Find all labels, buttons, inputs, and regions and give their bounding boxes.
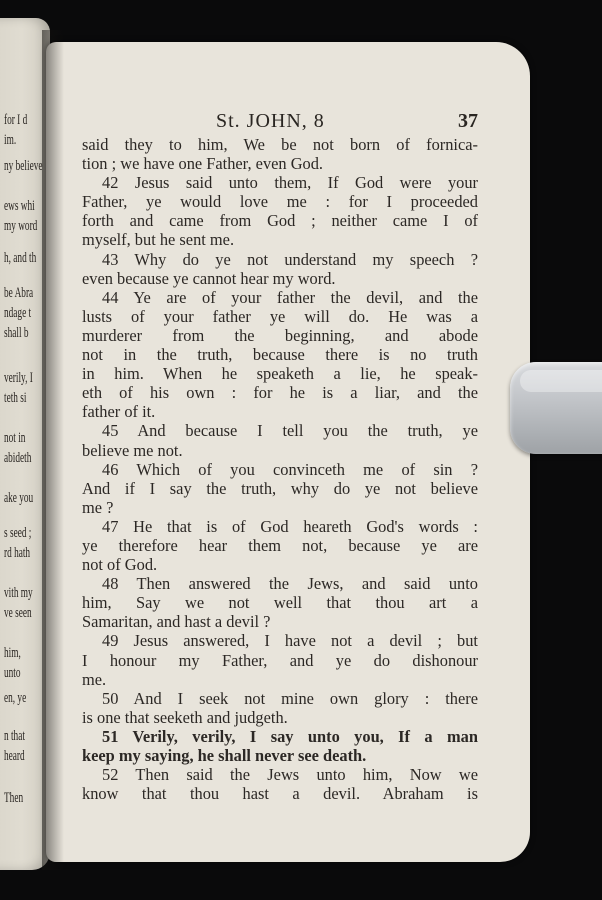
page-number: 37: [458, 110, 478, 132]
text-line: in him. When he speaketh a lie, he speak-: [82, 364, 478, 384]
text-line: me.: [82, 669, 107, 689]
page-clip-highlight: [520, 370, 602, 392]
left-page-fragment: s seed ;: [4, 525, 32, 541]
text-line: believe me not.: [82, 440, 183, 460]
text-line: is one that seeketh and judgeth.: [82, 707, 288, 727]
left-page-fragment: not in: [4, 430, 26, 446]
text-line: 43 Why do ye not understand my speech ?: [102, 249, 478, 269]
left-page-fragment: rd hath: [4, 545, 31, 561]
chapter-heading: St. JOHN, 8: [216, 110, 325, 132]
text-line: 52 Then said the Jews unto him, Now we: [102, 765, 478, 785]
left-page-fragment: en, ye: [4, 690, 27, 706]
text-line: ye therefore hear them not, because ye are: [82, 535, 478, 555]
text-line: 45 And because I tell you the truth, ye: [102, 421, 478, 441]
left-page-fragment: ny believe: [4, 158, 43, 174]
left-page-fragment: n that: [4, 728, 25, 744]
left-page-fragment: for I d: [4, 112, 28, 128]
text-line: forth and came from God ; neither came I of: [82, 211, 478, 231]
text-line: 44 Ye are of your father the devil, and the: [102, 287, 478, 307]
left-page-fragment: verily, I: [4, 370, 33, 386]
left-page-fragment: im.: [4, 132, 17, 148]
left-page-fragment: my word: [4, 218, 38, 234]
left-page-fragment: ndage t: [4, 305, 32, 321]
text-line: 49 Jesus answered, I have not a devil ; but: [102, 631, 478, 651]
text-line: And if I say the truth, why do ye not believe: [82, 478, 478, 498]
text-line: 47 He that is of God heareth God's words :: [102, 516, 478, 536]
left-page-fragment: h, and th: [4, 250, 37, 266]
text-line: eth of his own : for he is a liar, and the: [82, 383, 478, 403]
left-page-fragment: heard: [4, 748, 25, 764]
left-page-fragment: ews whi: [4, 198, 35, 214]
text-line: me ?: [82, 497, 114, 517]
left-page-fragment: teth si: [4, 390, 27, 406]
text-line: Father, ye would love me : for I proceeded: [82, 192, 478, 212]
text-line: keep my saying, he shall never see death.: [82, 746, 367, 765]
text-line: 48 Then answered the Jews, and said unto: [102, 574, 478, 594]
text-line: 46 Which of you convinceth me of sin ?: [102, 459, 478, 479]
left-page-fragment: abideth: [4, 450, 32, 466]
text-line: him, Say we not well that thou art a: [82, 593, 478, 613]
left-page-fragment: shall b: [4, 325, 29, 341]
left-page-fragment: Then: [4, 790, 24, 806]
text-line: 42 Jesus said unto them, If God were your: [102, 173, 478, 193]
text-line: tion ; we have one Father, even God.: [82, 154, 324, 174]
left-page-fragment: ve seen: [4, 605, 32, 621]
text-line: not of God.: [82, 555, 158, 575]
scripture-text: [82, 135, 478, 803]
left-page-fragment: be Abra: [4, 285, 34, 301]
text-line: I honour my Father, and ye do dishonour: [82, 650, 478, 670]
text-line: said they to him, We be not born of fornica-: [82, 135, 478, 154]
text-line: myself, but he sent me.: [82, 230, 235, 250]
text-line: know that thou hast a devil. Abraham is: [82, 784, 478, 804]
running-head: [0, 110, 602, 134]
text-line: even because ye cannot hear my word.: [82, 268, 336, 288]
text-line: 51 Verily, verily, I say unto you, If a man: [102, 726, 478, 746]
text-line: father of it.: [82, 402, 156, 422]
text-line: 50 And I seek not mine own glory : there: [102, 688, 478, 708]
left-page-fragment: vith my: [4, 585, 33, 601]
text-line: Samaritan, and hast a devil ?: [82, 612, 271, 632]
left-page-fragment: unto: [4, 665, 21, 681]
book-gutter-shadow: [42, 30, 64, 870]
left-page-fragment: him,: [4, 645, 21, 661]
left-page-fragment: ake you: [4, 490, 34, 506]
text-line: lusts of your father ye will do. He was a: [82, 306, 478, 326]
text-line: not in the truth, because there is no truth: [82, 345, 478, 365]
text-line: murderer from the beginning, and abode: [82, 325, 478, 345]
